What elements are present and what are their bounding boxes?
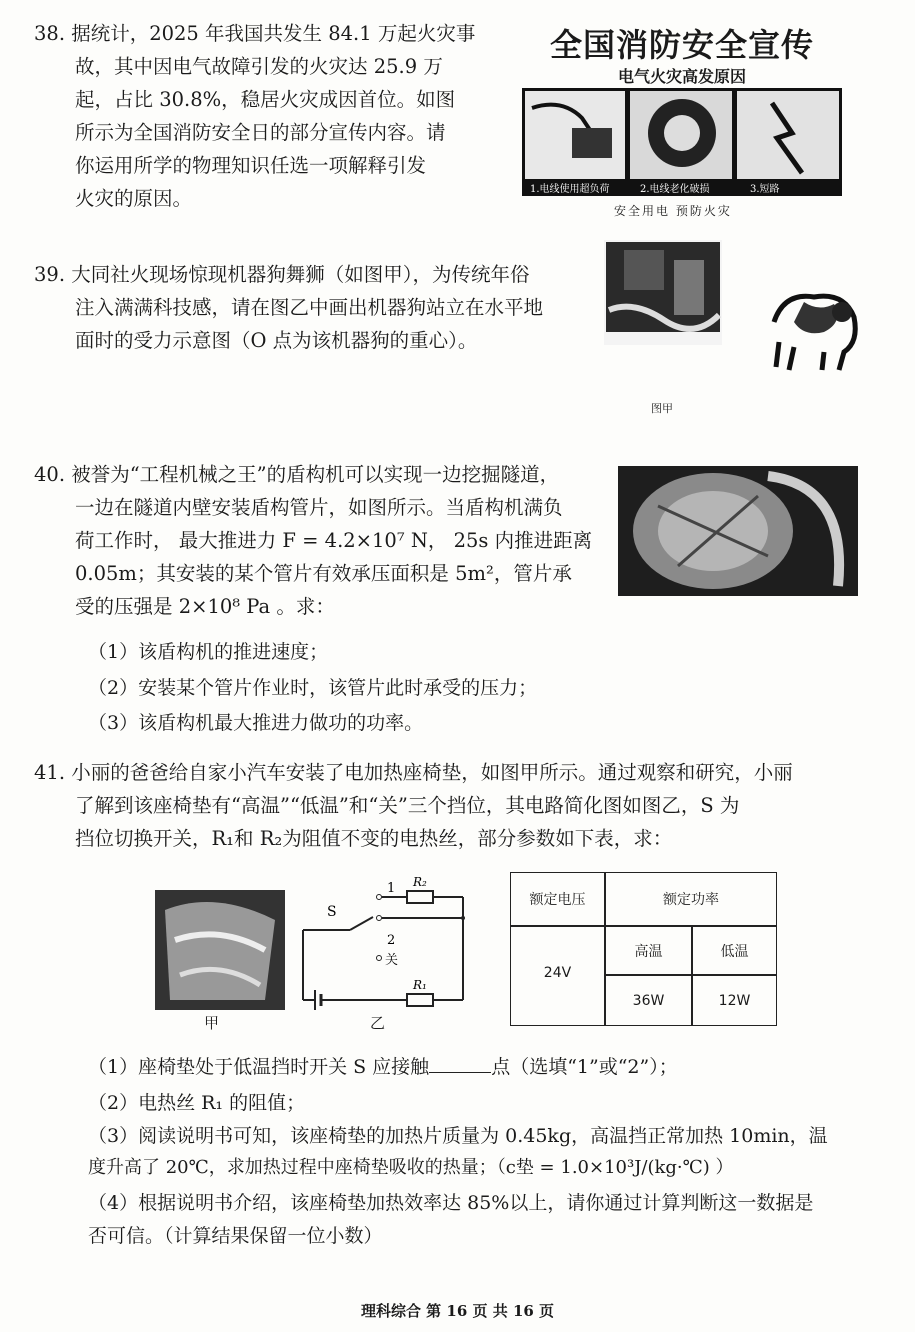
- figure-jia-label: 甲: [204, 1014, 220, 1032]
- q41-sub: （4）根据说明书介绍，该座椅垫加热效率达 85%以上，请你通过计算判断这一数据是: [88, 1192, 814, 1214]
- answer-blank[interactable]: [429, 1052, 491, 1073]
- q38-line: 38. 据统计，2025 年我国共发生 84.1 万起火灾事: [34, 22, 476, 45]
- q40-line: 荷工作时， 最大推进力 F = 4.2×10⁷ N， 25s 内推进距离: [75, 529, 593, 552]
- q41-line: 41. 小丽的爸爸给自家小汽车安装了电加热座椅垫，如图甲所示。通过观察和研究，小丽: [34, 761, 793, 784]
- panel-label: 1.电线使用超负荷: [530, 184, 610, 195]
- q40-line: 受的压强是 2×10⁸ Pa 。求：: [75, 595, 335, 618]
- q41-sub: 否可信。（计算结果保留一位小数）: [88, 1225, 383, 1247]
- header-low-temp: 低温: [720, 944, 749, 960]
- q41-line: 了解到该座椅垫有“高温”“低温”和“关”三个挡位，其电路简化图如图乙，S 为: [75, 794, 740, 817]
- q40-sub: （3）该盾构机最大推进力做功的功率。: [88, 712, 424, 734]
- question-41: [34, 756, 793, 855]
- q40-line: 一边在隧道内壁安装盾构管片，如图所示。当盾构机满负: [75, 496, 563, 519]
- q41-sub1-suffix: 点（选填“1”或“2”）；: [491, 1056, 678, 1078]
- q38-line: 火灾的原因。: [75, 187, 193, 210]
- q41-sub-1: [88, 1052, 678, 1079]
- header-high-temp: 高温: [634, 944, 663, 960]
- q40-line: 0.05m；其安装的某个管片有效承压面积是 5m²，管片承: [75, 562, 572, 585]
- resistor-r2: [407, 891, 433, 903]
- robot-dog-figure-yi: [764, 282, 864, 372]
- value-high-power: 36W: [632, 993, 665, 1009]
- q38-line: 起，占比 30.8%，稳居火灾成因首位。如图: [75, 88, 456, 111]
- q40-sub: （1）该盾构机的推进速度；: [88, 641, 329, 663]
- figure-jia-caption: 图甲: [651, 402, 673, 415]
- poster-panels: [522, 88, 842, 196]
- q40-sub: （2）安装某个管片作业时，该管片此时承受的压力；: [88, 677, 538, 699]
- r2-label: R₂: [413, 875, 427, 889]
- q41-line: 挡位切换开关，R₁和 R₂为阻值不变的电热丝，部分参数如下表，求：: [75, 827, 673, 850]
- r1-label: R₁: [413, 978, 427, 992]
- q41-sub: （2）电热丝 R₁ 的阻值；: [88, 1092, 306, 1114]
- circuit-diagram: [295, 872, 475, 1022]
- seat-cushion-photo: [155, 890, 285, 1010]
- contact-off-label: 关: [385, 953, 399, 968]
- q38-line: 故，其中因电气故障引发的火灾达 25.9 万: [75, 55, 443, 78]
- question-39: [34, 258, 543, 357]
- robot-dog-photo: [604, 240, 722, 345]
- q38-line: 你运用所学的物理知识任选一项解释引发: [75, 154, 427, 177]
- question-38: [34, 17, 475, 215]
- page-footer: 理科综合 第 16 页 共 16 页: [360, 1302, 555, 1320]
- q38-line: 所示为全国消防安全日的部分宣传内容。请: [75, 121, 446, 144]
- panel-label: 3.短路: [750, 184, 780, 195]
- contact-2-label: 2: [387, 933, 396, 948]
- poster-caption: 安全用电 预防火灾: [614, 204, 732, 218]
- q39-line: 注入满满科技感，请在图乙中画出机器狗站立在水平地: [75, 296, 544, 319]
- switch-s: [350, 917, 373, 930]
- value-voltage: 24V: [543, 965, 572, 981]
- panel-label: 2.电线老化破损: [640, 184, 710, 195]
- fire-safety-poster: [522, 18, 842, 198]
- header-rated-voltage: 额定电压: [529, 892, 586, 908]
- q41-sub1-prefix: （1）座椅垫处于低温挡时开关 S 应接触: [88, 1056, 430, 1078]
- switch-label: S: [327, 904, 337, 920]
- q41-sub: 度升高了 20℃，求加热过程中座椅垫吸收的热量；（c垫 = 1.0×10³J/(kg·℃) ）: [88, 1157, 734, 1178]
- q40-line: 40. 被誉为“工程机械之王”的盾构机可以实现一边挖掘隧道，: [34, 463, 560, 486]
- header-rated-power: 额定功率: [663, 892, 719, 908]
- contact-1-label: 1: [387, 881, 396, 896]
- shield-tunneling-machine-photo: [618, 466, 858, 596]
- poster-subtitle: 电气火灾高发原因: [617, 67, 746, 86]
- q41-sub: （3）阅读说明书可知，该座椅垫的加热片质量为 0.45kg，高温挡正常加热 10min，温: [88, 1125, 828, 1147]
- q39-line: 39. 大同社火现场惊现机器狗舞狮（如图甲），为传统年俗: [34, 263, 530, 286]
- poster-title: 全国消防安全宣传: [549, 26, 814, 64]
- resistor-r1: [407, 994, 433, 1006]
- figure-yi-label: 乙: [370, 1014, 386, 1032]
- question-40: [34, 458, 592, 623]
- q39-line: 面时的受力示意图（O 点为该机器狗的重心）。: [75, 329, 478, 352]
- parameter-table: [510, 872, 777, 1026]
- value-low-power: 12W: [718, 993, 751, 1009]
